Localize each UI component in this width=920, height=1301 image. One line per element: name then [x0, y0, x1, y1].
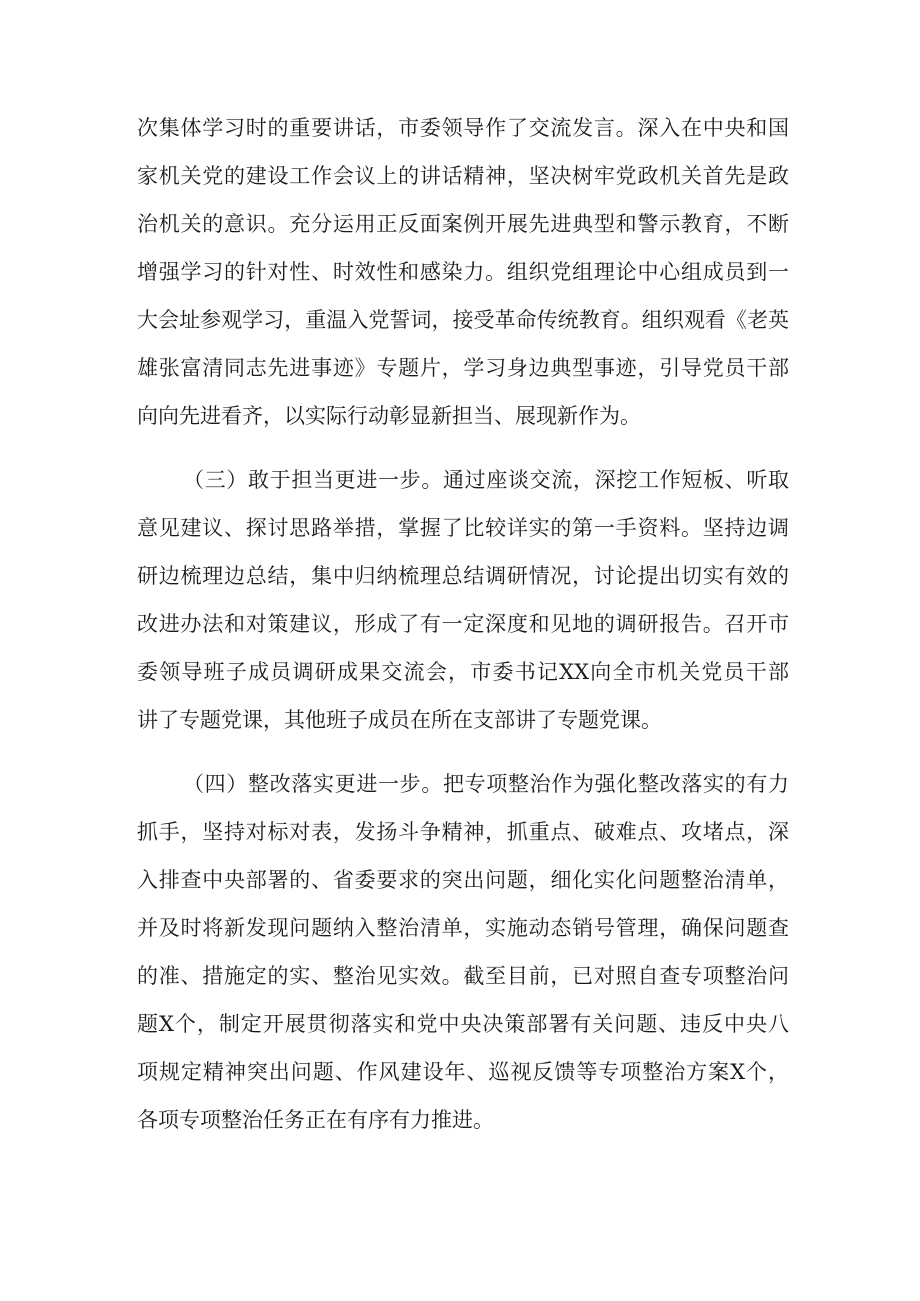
paragraph-spacer: [137, 440, 789, 456]
paragraph-section-three: [137, 456, 789, 744]
text-line: 研边梳理边总结，集中归纳梳理总结调研情况，讨论提出切实有效的: [137, 564, 789, 588]
text-line: 增强学习的针对性、时效性和感染力。组织党组理论中心组成员到一: [137, 260, 789, 284]
text-line: 抓手，坚持对标对表，发扬斗争精神，抓重点、破难点、攻堵点，深: [137, 820, 789, 844]
text-line: 家机关党的建设工作会议上的讲话精神，坚决树牢党政机关首先是政: [137, 164, 789, 188]
text-line: 讲了专题党课，其他班子成员在所在支部讲了专题党课。: [137, 708, 662, 732]
text-line: 的准、措施定的实、整治见实效。截至目前，已对照自查专项整治问: [137, 964, 789, 988]
text-line: 项规定精神突出问题、作风建设年、巡视反馈等专项整治方案X个，: [137, 1060, 789, 1084]
text-line: 题X个，制定开展贯彻落实和党中央决策部署有关问题、违反中央八: [137, 1012, 789, 1036]
text-line: 委领导班子成员调研成果交流会，市委书记XX向全市机关党员干部: [137, 660, 789, 684]
text-line: 向向先进看齐，以实际行动彰显新担当、展现新作为。: [137, 404, 641, 428]
paragraph-section-four: [137, 760, 789, 1144]
document-body: [137, 104, 789, 1144]
text-line: 并及时将新发现问题纳入整治清单，实施动态销号管理，确保问题查: [137, 916, 789, 940]
text-line: （三）敢于担当更进一步。通过座谈交流，深挖工作短板、听取: [183, 468, 789, 492]
text-line: 改进办法和对策建议，形成了有一定深度和见地的调研报告。召开市: [137, 612, 789, 636]
text-line: 治机关的意识。充分运用正反面案例开展先进典型和警示教育，不断: [137, 212, 789, 236]
text-line: 各项专项整治任务正在有序有力推进。: [137, 1108, 494, 1132]
text-line: 雄张富清同志先进事迹》专题片，学习身边典型事迹，引导党员干部: [137, 356, 789, 380]
text-line: 入排查中央部署的、省委要求的突出问题，细化实化问题整治清单，: [137, 868, 789, 892]
paragraph-spacer: [137, 744, 789, 760]
text-line: 意见建议、探讨思路举措，掌握了比较详实的第一手资料。坚持边调: [137, 516, 789, 540]
text-line: 大会址参观学习，重温入党誓词，接受革命传统教育。组织观看《老英: [137, 308, 789, 332]
paragraph-continuation: [137, 104, 789, 440]
text-line: 次集体学习时的重要讲话，市委领导作了交流发言。深入在中央和国: [137, 116, 789, 140]
text-line: （四）整改落实更进一步。把专项整治作为强化整改落实的有力: [183, 772, 789, 796]
